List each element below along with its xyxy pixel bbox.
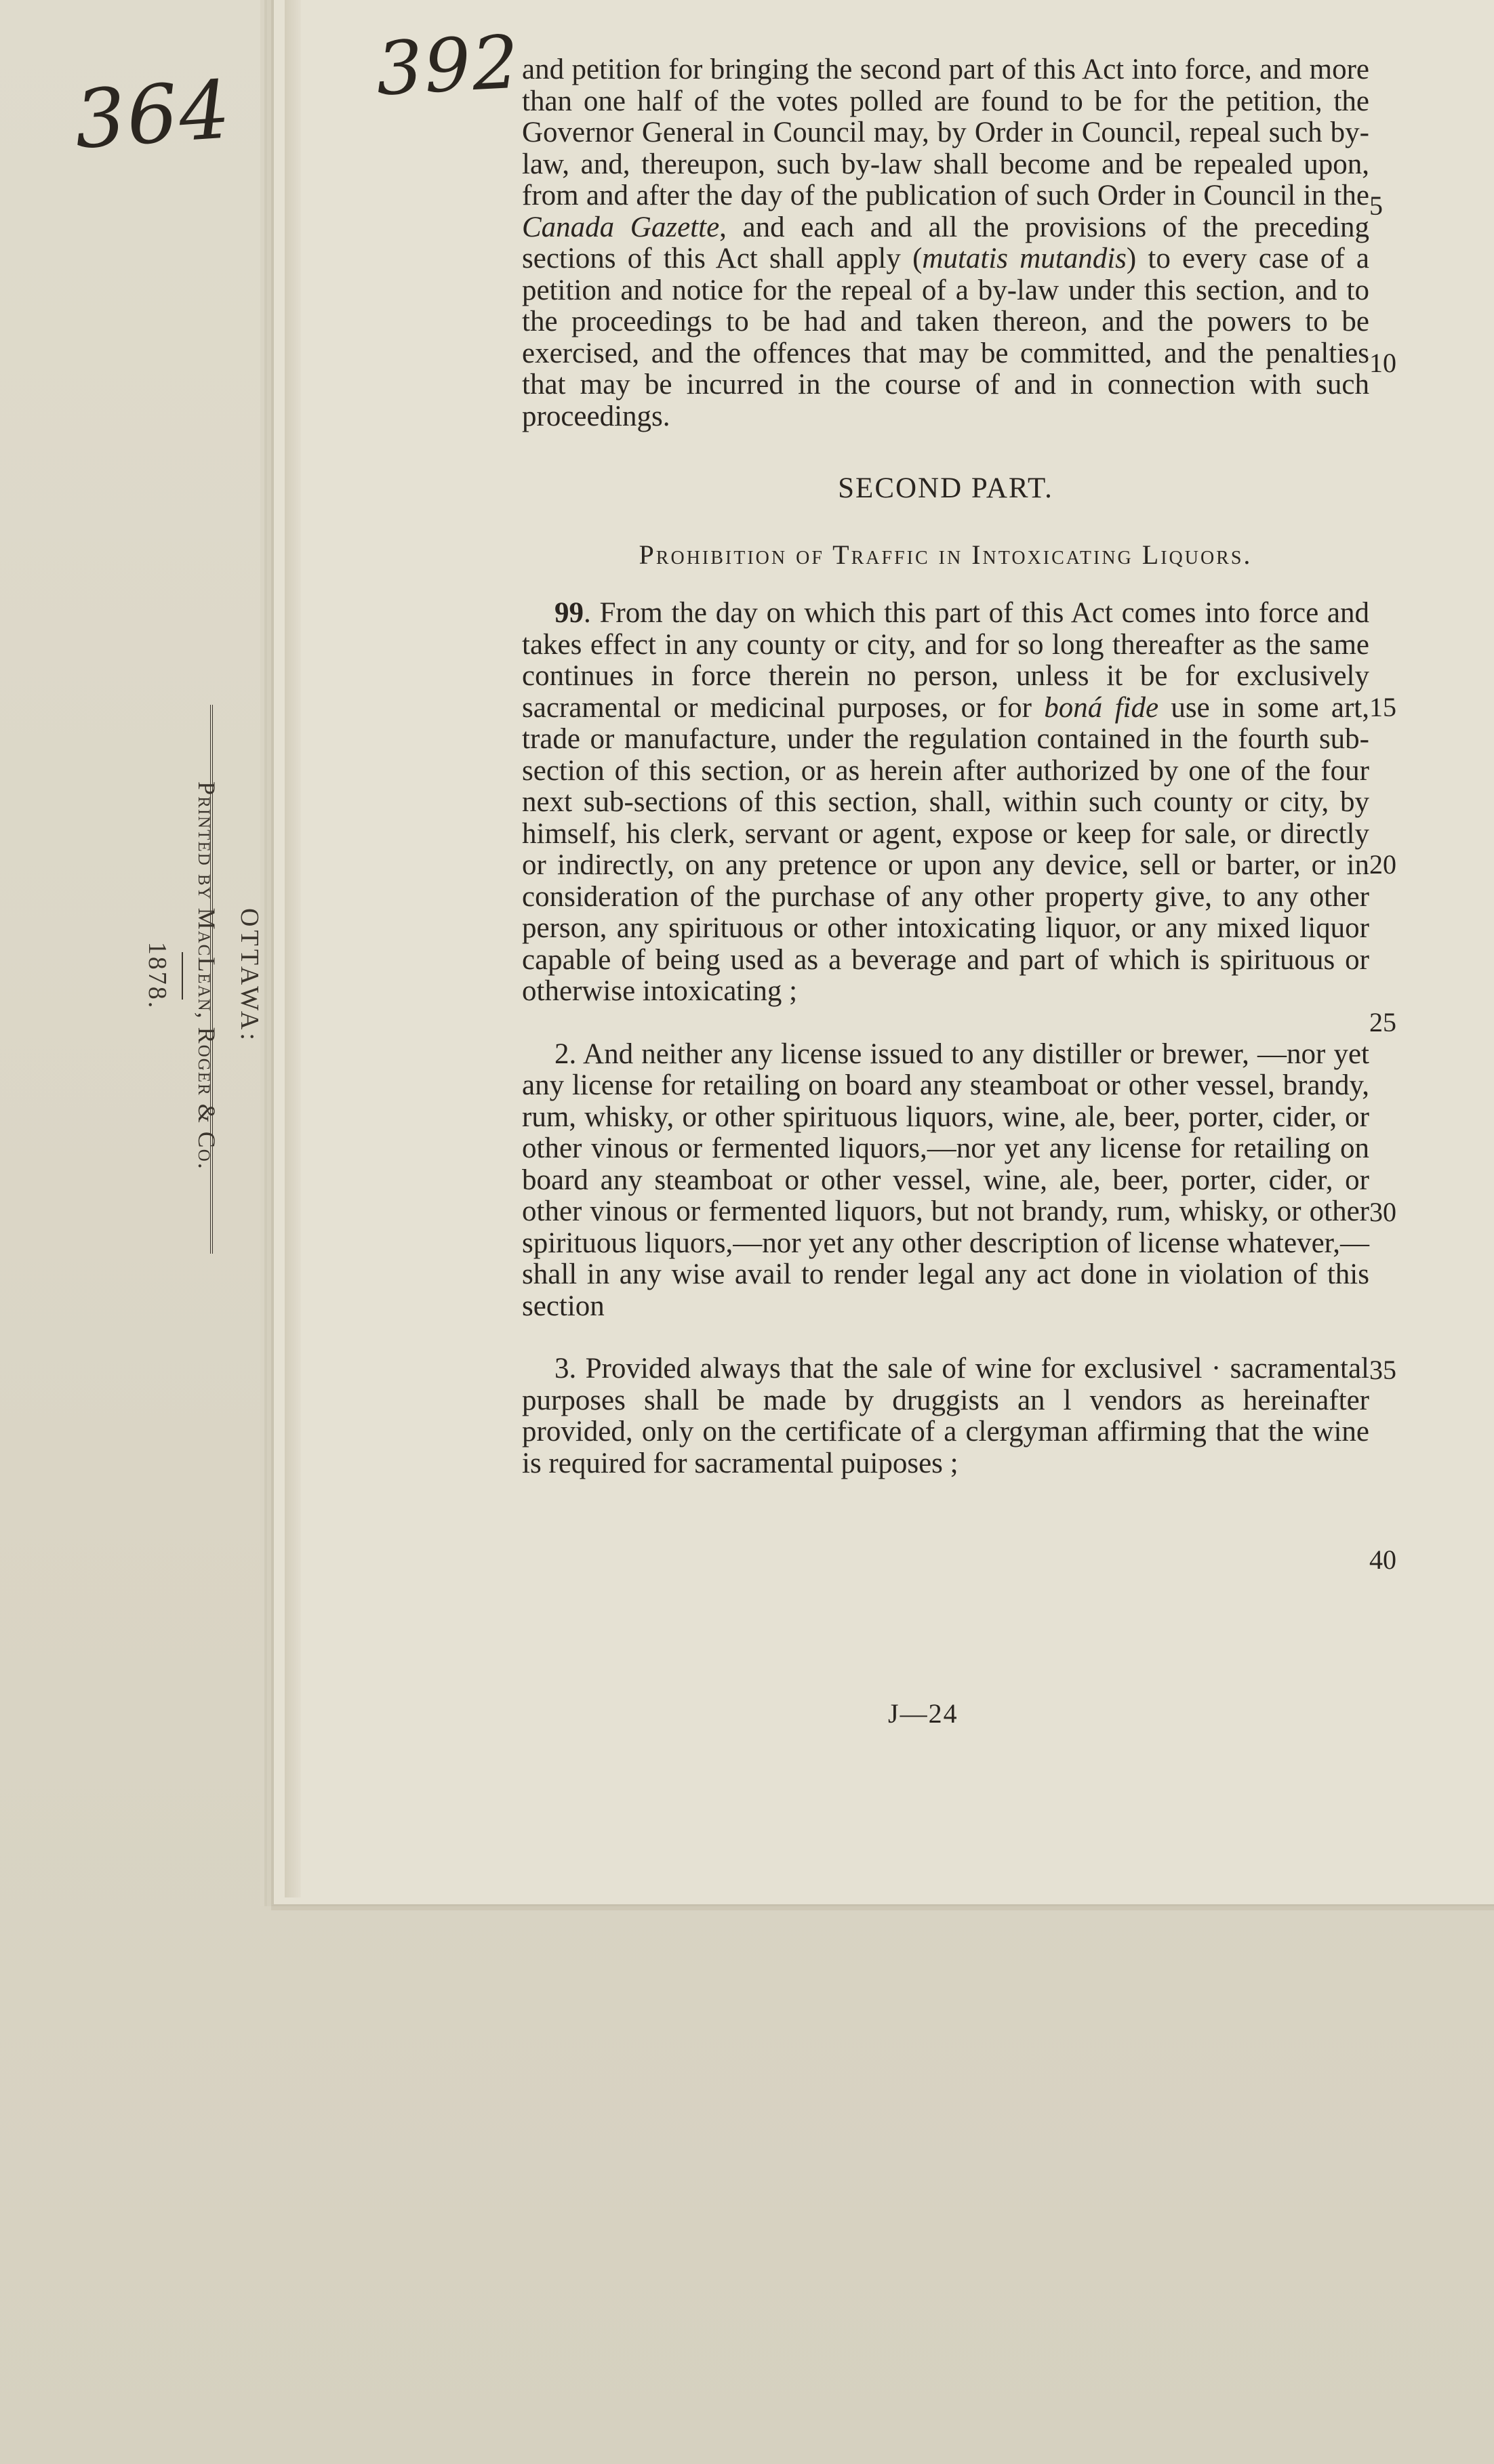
printer-imprint [142,684,264,1267]
page-fold [285,0,301,1897]
continuation-paragraph [522,54,1369,432]
part-heading: SECOND PART. [838,472,1053,504]
part-subheading: Prohibition of Traffic in Intoxicating Liquors. [639,539,1253,570]
line-number: 40 [1369,1544,1396,1575]
section-99-paragraph [522,598,1369,1008]
continuation-italic-2: mutatis mutandis [922,243,1127,274]
line-number: 25 [1369,1007,1396,1038]
line-number: 5 [1369,190,1383,221]
imprint-printer: Printed by MacLean, Roger & Co. [193,781,220,1170]
handwritten-folio-left: 364 [71,62,235,167]
line-number: 20 [1369,849,1396,880]
imprint-year: 1878. [143,941,171,1010]
section-number: 99 [554,597,584,629]
document-body [522,54,1369,1479]
subsection-3-paragraph: 3. Provided always that the sale of wine for exclusivel · sacramental purposes shall be made by druggists an l vendors as hereinafter provided, only on the certificate of a clergyman affirming that the wine is required for sacramental puiposes ; [522,1353,1369,1479]
section-99-italic: boná fide [1044,691,1159,724]
section-99-text-b: use in some art, trade or manufacture, under the regulation contained in the fourth sub-section of this section, or as herein after authorized by one of the four next sub-sections of this section, shall, within such county or city, by himself, his clerk, servant or agent, expose or keep for sale, or directly or indirectly, on any pretence or upon any device, sell or barter, or in consideration of the purchase of any other property give, to any other person, any spirituous or other intoxicating liquor, or any mixed liquor capable of being used as a beverage and part of which is spirituous or otherwise intoxicating ; [522,691,1369,1007]
subsection-2-paragraph: 2. And neither any license issued to any distiller or brewer, —nor yet any license for retailing on board any steamboat or other vessel, brandy, rum, whisky, or other spirituous liquors, wine, ale, beer, porter, cider, or other vinous or fermented liquors,—nor yet any license for retailing on board any steamboat or other vessel, wine, ale, beer, porter, cider, or other vinous or fermented liquors, but not brandy, rum, whisky, or other spirituous liquors,—nor yet any other description of license whatever,— shall in any wise avail to render legal any act done in violation of this section [522,1038,1369,1322]
imprint-divider [182,952,183,1000]
line-number: 10 [1369,348,1396,378]
imprint-city: OTTAWA: [235,908,264,1044]
continuation-text-1: and petition for bringing the second part of this Act into force, and more than one half of the votes polled are found to be for the petition, the Governor General in Council may, by Order in Council, repeal such by-law, and, thereupon, such by-law shall become and be repealed upon, from and after the day of the publication of such Order in Council in the [522,54,1369,211]
handwritten-folio-right: 392 [374,20,523,112]
section-99-text-a: . From the day on which this part of this Act comes into force and takes effect in any county or city, and for so long thereafter as the same continues in force therein no person, unless it be for exclusively sacramental or medicinal purposes, or for [522,597,1369,724]
line-number: 35 [1369,1355,1396,1385]
signature-mark: J—24 [888,1698,958,1729]
continuation-text-3: ) to every case of a petition and notice for the repeal of a by-law under this section, and to the proceedings to be had and taken thereon, and the powers to be exercised, and the offences that may be committed, and the penalties that may be incurred in the course of and in connection with such proceedings. [522,243,1369,432]
line-number: 30 [1369,1197,1396,1227]
line-number: 15 [1369,692,1396,722]
continuation-italic-1: Canada Gazette [522,211,720,243]
continuation-text-2: , and each and all the provisions of the preceding sections of this Act shall apply ( [522,211,1369,274]
